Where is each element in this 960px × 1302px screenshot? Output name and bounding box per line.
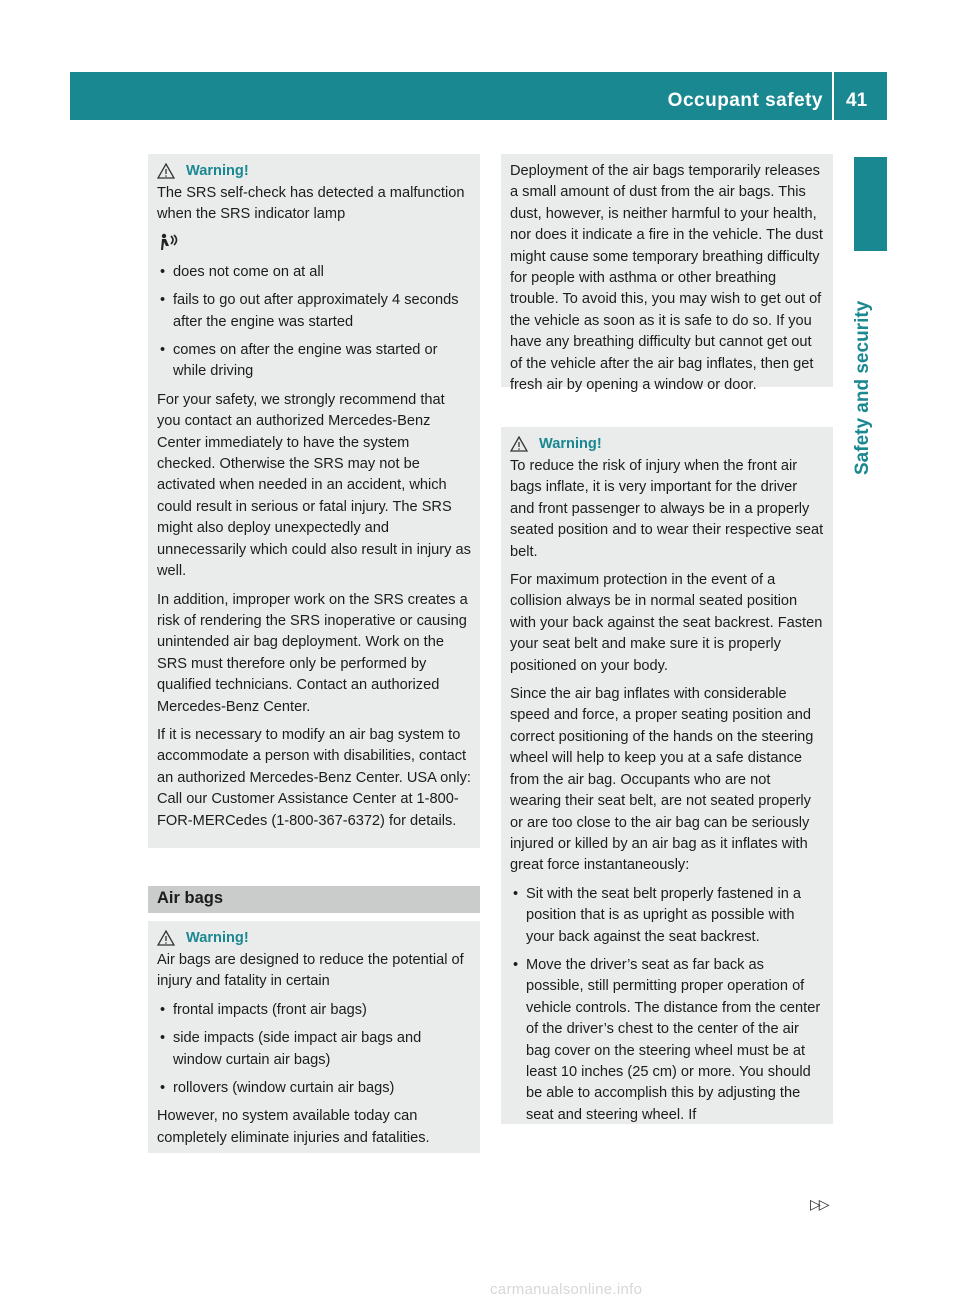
list-item: • Sit with the seat belt properly fastened in a position that is as upright as possible with your back against the seat backrest. (510, 884, 824, 948)
airbag-indicator-icon (157, 233, 179, 256)
side-label-text: Safety and security (852, 300, 873, 475)
page-number: 41 (846, 90, 868, 111)
warning-box-seating (501, 427, 833, 1124)
warning-box-airbags (148, 921, 480, 1153)
list-item: • frontal impacts (front air bags) (157, 1000, 471, 1021)
list-item: • Move the driver’s seat as far back as possible, still permitting proper operation of vehicle controls. The distance from the center of the driver’s chest to the center of the air bag cover on the steering wheel must be at least 10 inches (25 cm) or more. You should be able to accomplish this by adjusting the seat and steering wheel. If (510, 955, 824, 1126)
paragraph: For maximum protection in the event of a collision always be in normal seated position with your back against the seat backrest. Fasten your seat belt and make sure it is properly positioned on your body. (510, 572, 823, 674)
continue-marker: ▷▷ (810, 1196, 828, 1212)
warning-title: Warning! (186, 930, 249, 946)
warning-heading (157, 161, 471, 181)
warning-bullets (510, 884, 824, 1126)
section-heading-air-bags: Air bags (148, 886, 480, 913)
warning-bullets (157, 1000, 471, 1100)
side-tab (854, 157, 887, 251)
list-item: • rollovers (window curtain air bags) (157, 1078, 471, 1099)
list-item: • does not come on at all (157, 262, 471, 283)
list-item: • comes on after the engine was started or while driving (157, 340, 471, 383)
paragraph: If it is necessary to modify an air bag system to accommodate a person with disabilities, contact an authorized Mercedes-Benz Center. USA only: Call our Customer Assistance Center at 1-800-FOR-MERCedes (1-800-367-6372) for details. (157, 726, 471, 829)
warning-intro: The SRS self-check has detected a malfunction when the SRS indicator lamp (157, 185, 465, 223)
warning-intro: Air bags are designed to reduce the potential of injury and fatality in certain (157, 952, 464, 990)
warning-triangle-icon (510, 436, 528, 452)
page-title: Occupant safety (667, 90, 823, 111)
list-item: • side impacts (side impact air bags and window curtain air bags) (157, 1028, 471, 1071)
warning-title: Warning! (186, 163, 249, 179)
paragraph: In addition, improper work on the SRS creates a risk of rendering the SRS inoperative or causing unintended air bag deployment. Work on the SRS must therefore only be performed by qualified technicians. Contact an authorized Mercedes-Benz Center. (157, 591, 468, 715)
header-divider (832, 72, 834, 120)
warning-heading (510, 434, 824, 454)
warning-title: Warning! (539, 436, 602, 452)
warning-box-srs (148, 154, 480, 848)
warning-heading (157, 928, 471, 948)
paragraph: Deployment of the air bags temporarily releases a small amount of dust from the air bags. This dust, however, is neither harmful to your health, nor does it indicate a fire in the vehicle. The dust might cause some temporary breathing difficulty for people with asthma or other breathing trouble. To avoid this, you may wish to get out of the vehicle as soon as it is safe to do so. If you have any breathing difficulty but cannot get out of the vehicle after the air bag inflates, then get fresh air by opening a window or door. (510, 163, 823, 394)
paragraph: Since the air bag inflates with considerable speed and force, a proper seating position and correct positioning of the hands on the steering wheel will help to keep you at a safe distance from the air bag. Occupants who are not wearing their seat belt, are not seated properly or are too close to the air bag can be seriously injured or killed by an air bag as it inflates with great force instantaneously: (510, 686, 814, 874)
warning-bullets (157, 262, 471, 383)
warning-triangle-icon (157, 163, 175, 179)
watermark: carmanualsonline.info (490, 1281, 643, 1298)
dust-note-box (501, 154, 833, 394)
paragraph: To reduce the risk of injury when the front air bags inflate, it is very important for the driver and front passenger to always be in a properly seated position and to wear their respective seat belt. (510, 458, 824, 560)
paragraph: However, no system available today can completely eliminate injuries and fatalities. (157, 1108, 430, 1146)
paragraph: For your safety, we strongly recommend that you contact an authorized Mercedes-Benz Center immediately to have the system checked. Otherwise the SRS may not be activated when needed in an accident, which could result in serious or fatal injury. The SRS might also deploy unexpectedly and unnecessarily which could also result in injury as well. (157, 391, 471, 580)
list-item: • fails to go out after approximately 4 seconds after the engine was started (157, 290, 471, 333)
warning-triangle-icon (157, 930, 175, 946)
